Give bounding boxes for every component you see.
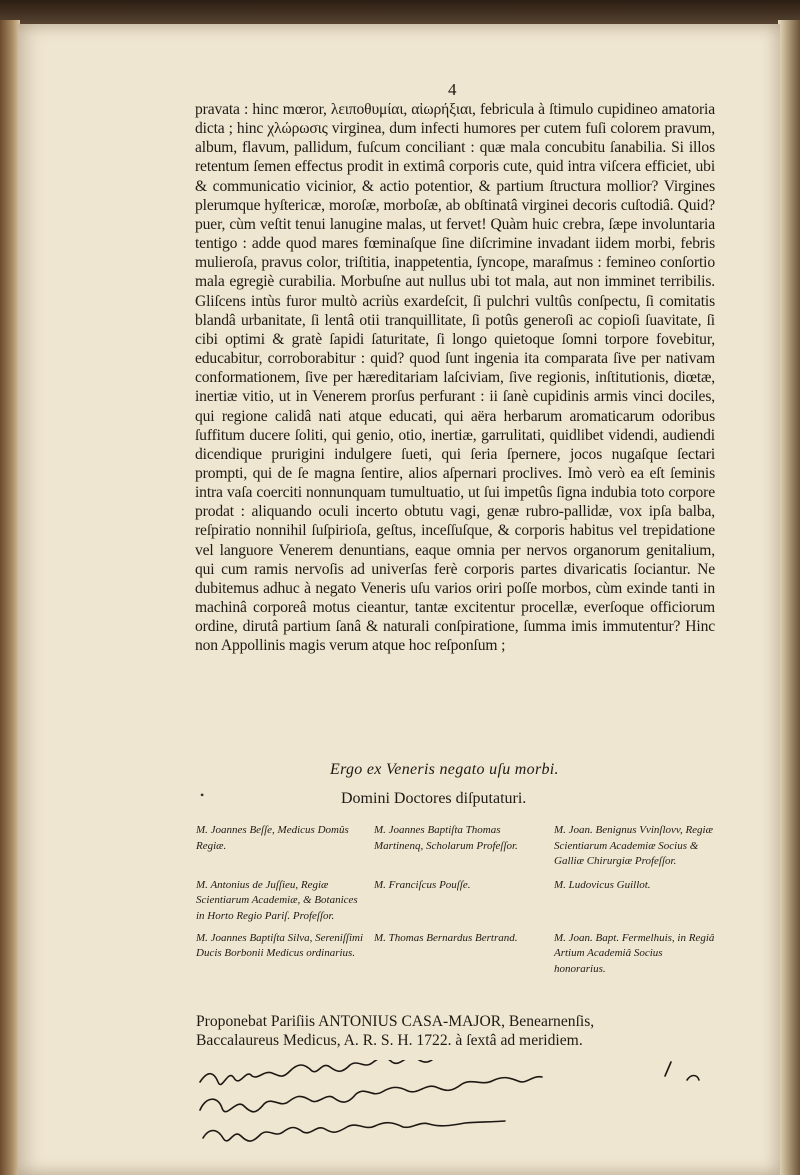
imprint-line: Proponebat Pariſiis ANTONIUS CASA-MAJOR, Benearnenſis,: [196, 1013, 595, 1030]
doctor-entry: M. Ludovicus Guillot.: [554, 878, 651, 891]
doctor-entry: M. Joannes Baptiſta Silva, Sereniſſimi Ducis Borbonii Medicus ordinarius.: [196, 931, 364, 960]
body-paragraph: pravata : hinc mœror, λειποθυμίαι, αἰωρήξιαι, febricula à ſtimulo cupidineo amatoria dicta ; hinc χλώρωσις virginea, dum infecti humores per cutem fuſi colorem pravum, album, flavum, pallidum, fuſcum conciliant : quæ mala concubitu ſanabilia. Si illos retentum ſemen effectus prodit in extimâ corporis cute, quid intra viſcera efficiet, ubi & communicatio vicinior, & actio potentior, & partium ſtructura mollior? Virgines plerumque hyſtericæ, moroſæ, morboſæ, ab obſtinatâ virginei decoris cuſtodiâ. Quid? puer, cùm veſtit tenui lanugine malas, ut fervet! Quàm huic crebra, ſæpe involuntaria tentigo : adde quod mares fœminaſque ſine diſcrimine invadant iidem morbi, febris mulieroſa, pravus color, triſtitia, inappetentia, ſyncope, maraſmus : femineo conſortio mala egregiè curabilia. Morbuſne aut nullus ubi tot mala, aut non imminet terribilis. Gliſcens intùs furor multò acriùs exardeſcit, ſi pulchri vultûs conſpectu, ſi comitatis blandâ urbanitate, ſi lentâ otii tranquillitate, ſi potûs generoſi ac copioſi ſuavitate, ſi cibi optimi & gratè ſapidi ſaturitate, ſi longo quietoque ſomni torpore fovebitur, educabitur, corroborabitur : quid? quod ſunt ingenia ita comparata ſive per nativam conformationem, ſive per hæreditariam laſciviam, ſive regionis, inſtitutionis, diœtæ, inertiæ vitio, ut in Venerem prorſus perfurant : ii ſanè cupidinis armis vinci dociles, qui regione calidâ nati atque educati, qui aëra herbarum aromaticarum odoribus ſuffitum ducere ſoliti, qui genio, otio, inertiæ, garrulitati, quidlibet videndi, audiendi dicendique prurigini indulgere ſueti, qui ſeria ſpernere, jocos nugaſque ſectari prompti, qui de ſe magna ſentire, alios aſpernari proclives. Imò verò ea eſt ſeminis intra vaſa coerciti nonnunquam tumultuatio, ut ſui impetûs ſigna indubia toto corpore prodat : aliquando oculi incerto obtutu vagi, genæ rubro-pallidæ, vox ipſa balba, reſpiratio nonnihil ſuſpirioſa, geſtus, inceſſuſque, & corporis habitus vel trepidatione vel languore Venerem denuntians, eaque omnia per nervos organorum genitalium, qui cum ramis nervoſis ad univerſas ferè corporis partes divaricatis ſociantur. Ne dubitemus adhuc à negato Veneris uſu varios oriri poſſe morbos, cùm exinde tanti in machinâ corporeâ motus cieantur, tantæ excitentur procellæ, everſoque officiorum ordine, dirutâ partium ſanâ & naturali conſpiratione, ſumma imis immutentur? Hinc non Appollinis magis verum atque hoc reſponſum ;: [195, 101, 715, 655]
doctor-entry: M. Antonius de Juſſieu, Regiæ Scientiarum Academiæ, & Botanices in Horto Regio Pariſ. Profeſſor.: [196, 878, 358, 922]
doctor-entry: M. Joan. Bapt. Fermelhuis, in Regiâ Artium Academiâ Socius honorarius.: [554, 931, 715, 975]
book-top-edge: [0, 0, 800, 26]
doctor-entry: M. Joannes Beſſe, Medicus Domûs Regiæ.: [196, 824, 349, 852]
doctors-heading: Domini Doctores diſputaturi.: [341, 790, 527, 807]
imprint: [196, 1012, 721, 1050]
main-text: [195, 100, 715, 656]
conclusion: Ergo ex Veneris negato uſu morbi.: [330, 761, 559, 778]
page-edge: [778, 20, 800, 1175]
book-spine: [0, 20, 20, 1175]
doctor-entry: M. Joannes Baptiſta Thomas Martinenq, Scholarum Profeſſor.: [374, 824, 518, 852]
doctor-entry: M. Joan. Benignus Vvinſlovv, Regiæ Scientiarum Academiæ Socius & Galliæ Chirurgiæ Profeſſor.: [554, 824, 713, 868]
imprint-line: Baccalaureus Medicus, A. R. S. H. 1722. à ſextâ ad meridiem.: [196, 1032, 583, 1049]
handwritten-annotation: [195, 1060, 755, 1150]
doctors-list: [196, 823, 721, 983]
doctor-entry: M. Franciſcus Pouſſe.: [374, 878, 471, 891]
doctor-entry: M. Thomas Bernardus Bertrand.: [374, 931, 518, 944]
page-number: 4: [448, 80, 457, 99]
handwriting-scribble: [195, 1060, 755, 1150]
ornament-mark: •: [200, 788, 205, 802]
